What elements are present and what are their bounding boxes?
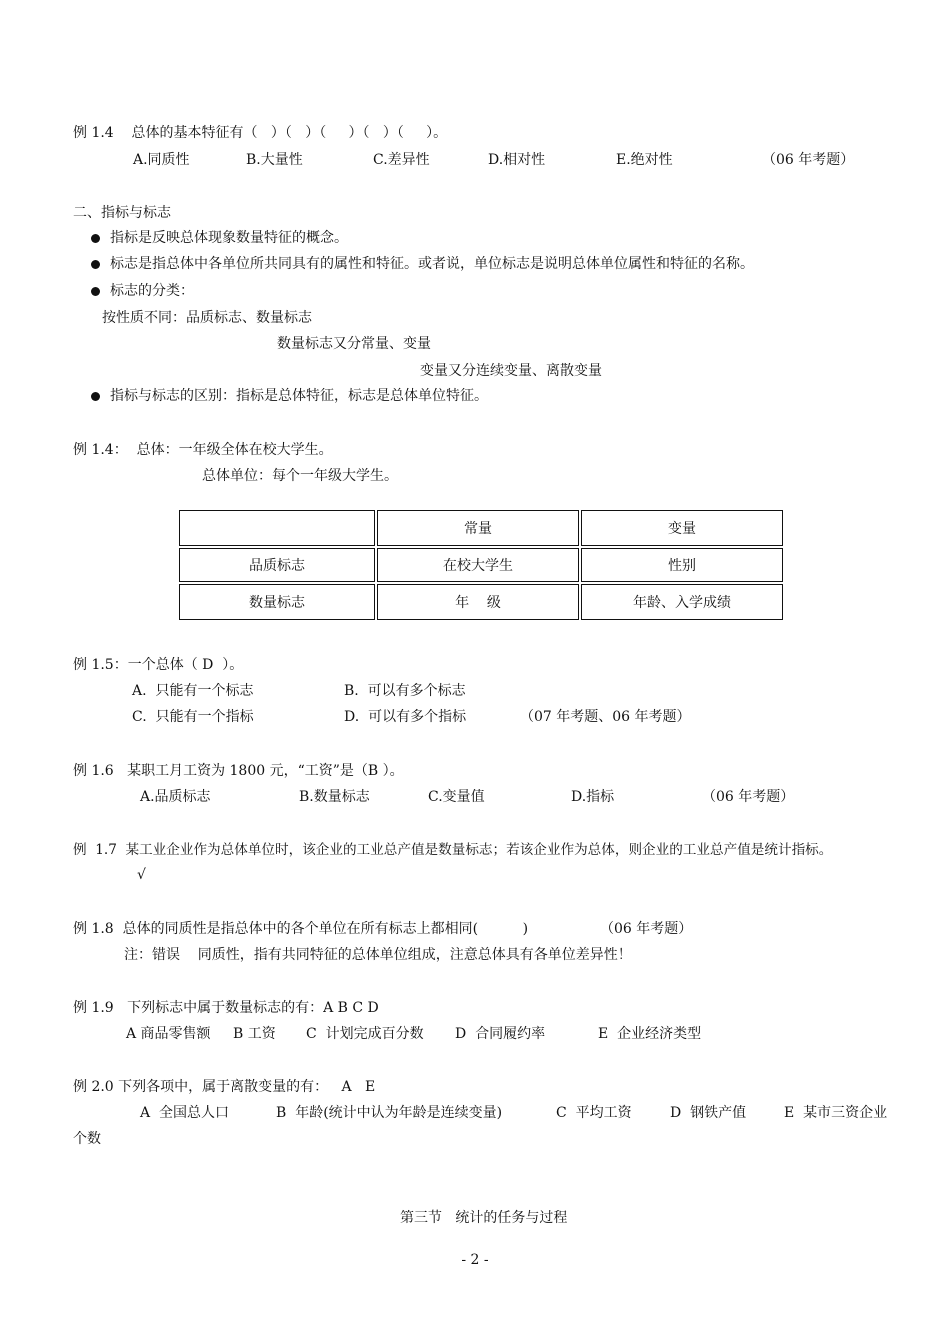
option-e: E.绝对性 bbox=[616, 152, 673, 168]
bullet-text-3: 标志的分类： bbox=[110, 283, 194, 299]
table-cell: 性别 bbox=[581, 548, 783, 582]
option-d: D 钢铁产值 bbox=[670, 1105, 747, 1121]
table-cell: 年 级 bbox=[377, 584, 579, 620]
bullet-icon bbox=[91, 260, 100, 269]
option-a: A 商品零售额 bbox=[126, 1026, 211, 1042]
note-text: 注：错误 同质性，指有共同特征的总体单位组成，注意总体具有各单位差异性！ bbox=[124, 947, 632, 963]
table-cell: 数量标志 bbox=[179, 584, 375, 620]
option-b: B 工资 bbox=[233, 1026, 276, 1042]
example-1-7-question: 例 1.7 某工业企业作为总体单位时，该企业的工业总产值是数量标志；若该企业作为总体，则企业的工业总产值是统计指标。 bbox=[73, 842, 833, 858]
option-a: A.同质性 bbox=[133, 152, 190, 168]
table-cell: 品质标志 bbox=[179, 548, 375, 582]
table-header-cell: 常量 bbox=[377, 510, 579, 546]
option-b: B.大量性 bbox=[246, 152, 303, 168]
option-c: C 计划完成百分数 bbox=[306, 1026, 424, 1042]
option-d: D. 可以有多个指标 bbox=[344, 709, 467, 725]
table-header-cell bbox=[179, 510, 375, 546]
example-1-8-question: 例 1.8 总体的同质性是指总体中的各个单位在所有标志上都相同( ) bbox=[73, 921, 529, 937]
option-b: B. 可以有多个标志 bbox=[344, 683, 466, 699]
classification-line-2: 数量标志又分常量、变量 bbox=[277, 336, 431, 352]
exam-source: （06 年考题） bbox=[702, 789, 795, 805]
table-cell: 年龄、入学成绩 bbox=[581, 584, 783, 620]
example-1-6-question: 例 1.6 某职工月工资为 1800 元，“工资”是（B ）。 bbox=[73, 763, 404, 779]
bullet-text-2: 标志是指总体中各单位所共同具有的属性和特征。或者说，单位标志是说明总体单位属性和特征的名称。 bbox=[110, 256, 754, 272]
bullet-icon bbox=[91, 287, 100, 296]
exam-source: （06 年考题） bbox=[600, 921, 693, 937]
option-c: C. 只能有一个指标 bbox=[132, 709, 254, 725]
option-c: C.差异性 bbox=[373, 152, 430, 168]
bullet-text-4: 指标与标志的区别：指标是总体特征，标志是总体单位特征。 bbox=[110, 388, 488, 404]
page-number: - 2 - bbox=[461, 1252, 489, 1268]
option-b: B 年龄(统计中认为年龄是连续变量) bbox=[276, 1105, 503, 1121]
option-a: A 全国总人口 bbox=[140, 1105, 230, 1121]
option-e: E 企业经济类型 bbox=[598, 1026, 702, 1042]
example-2-0-question: 例 2.0 下列各项中，属于离散变量的有： A E bbox=[73, 1079, 376, 1095]
section-heading: 二、指标与标志 bbox=[73, 205, 171, 221]
section-heading: 第三节 统计的任务与过程 bbox=[400, 1210, 568, 1226]
classification-line-3: 变量又分连续变量、离散变量 bbox=[420, 363, 602, 379]
option-a: A.品质标志 bbox=[140, 789, 211, 805]
exam-source: （07 年考题、06 年考题） bbox=[520, 709, 691, 725]
example-1-4-question: 例 1.4 总体的基本特征有（ ）（ ）（ ）（ ）（ ）。 bbox=[73, 125, 448, 141]
table-cell: 在校大学生 bbox=[377, 548, 579, 582]
option-d: D 合同履约率 bbox=[455, 1026, 546, 1042]
option-a: A. 只能有一个标志 bbox=[132, 683, 254, 699]
bullet-icon bbox=[91, 234, 100, 243]
option-d: D.相对性 bbox=[488, 152, 546, 168]
option-b: B.数量标志 bbox=[299, 789, 370, 805]
example-1-5-question: 例 1.5：一个总体（ D ）。 bbox=[73, 657, 244, 673]
answer-checkmark: √ bbox=[137, 867, 146, 883]
example-1-9-question: 例 1.9 下列标志中属于数量标志的有：A B C D bbox=[73, 1000, 379, 1016]
bullet-text-1: 指标是反映总体现象数量特征的概念。 bbox=[110, 230, 348, 246]
option-e: E 某市三资企业 bbox=[784, 1105, 888, 1121]
option-c: C 平均工资 bbox=[556, 1105, 632, 1121]
option-e-continuation: 个数 bbox=[73, 1131, 101, 1147]
example-1-4b-line-2: 总体单位：每个一年级大学生。 bbox=[202, 468, 398, 484]
table-header-cell: 变量 bbox=[581, 510, 783, 546]
option-d: D.指标 bbox=[571, 789, 615, 805]
classification-line-1: 按性质不同：品质标志、数量标志 bbox=[102, 310, 312, 326]
exam-source: （06 年考题） bbox=[762, 152, 855, 168]
example-1-4b-line-1: 例 1.4： 总体：一年级全体在校大学生。 bbox=[73, 442, 333, 458]
bullet-icon bbox=[91, 392, 100, 401]
classification-table bbox=[179, 510, 783, 620]
option-c: C.变量值 bbox=[428, 789, 485, 805]
